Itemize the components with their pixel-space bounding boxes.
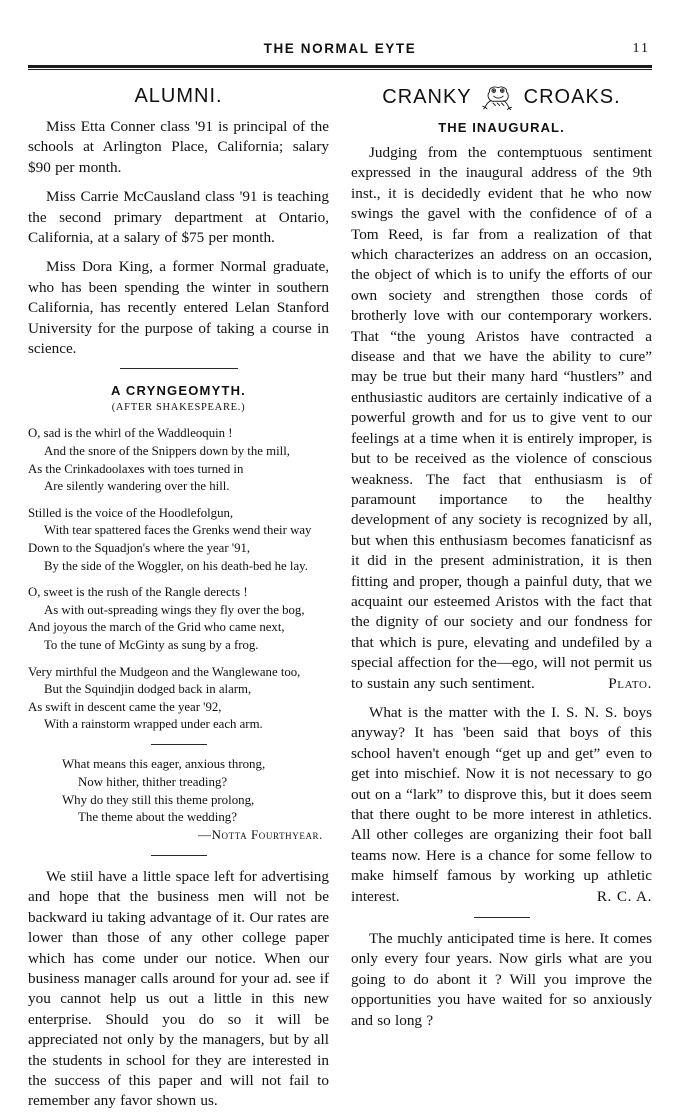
column-layout <box>28 84 652 1112</box>
poem-line: As with out-spreading wings they fly over the bog, <box>44 602 305 617</box>
left-column <box>28 84 329 1112</box>
cranky-croaks-heading-left: CRANKY <box>382 86 472 108</box>
cranky-croaks-heading <box>351 84 652 110</box>
poem-stanza <box>28 584 329 654</box>
poem-line: Very mirthful the Mudgeon and the Wanglewane too, <box>28 664 301 679</box>
inaugural-text: Judging from the contemptuous sentiment expressed in the inaugural address of the 9th inst., it is decidedly evident that he who now swings the gavel with the confidence of of a Tom Reed, is far from a realization of that which characterizes an address on an occasion, the object of which is to unify the efforts of our own society and strengthen those cords of brotherly love with our contemporary workers. That “the young Aristos have contracted a disease and that we have the ability to cure” may be true but their many hard “hustlers” and enthusiastic auditors are certainly indicative of a powerful growth and for us to give vent to our feelings at a time when it is entirely improper, is but to be received as the violence of conscious weakness. The fact that enthusiasm is of paramount importance to the healthy development of any society is recognized by all, but when this enthusiasm becomes fanaticisnf as it did in the present administration, it is then fitting and proper, though a painful duty, that we acquaint our esteemed Aristos with the fact that the dignity of our society and our fondness for that which is pure, elevating and undefiled by a special affection for the—ego, will not permit us to sustain any such sentiment. <box>351 144 652 692</box>
poem-stanza <box>28 664 329 734</box>
poem-line: Stilled is the voice of the Hoodlefolgun, <box>28 505 234 520</box>
leap-year-body: The muchly anticipated time is here. It comes only every four years. Now girls what are you going to do abont it ? Will you improve the opportunities you have waited for so anxiously and so long ? <box>351 930 652 1029</box>
section-divider <box>151 855 207 856</box>
athletics-body <box>351 703 652 907</box>
frog-icon <box>481 84 515 110</box>
poem-line: Down to the Squadjon's where the year '91, <box>28 541 251 556</box>
athletics-text: What is the matter with the I. S. N. S. boys anyway? It has 'been said that boys of this school haven't enough “get up and get” even to get into mischief. Now it is not necessary to go out on a “lark” to disprove this, but it does seem that there ought to be more interest in athletics. All other colleges are organizing their foot ball teams now. Here is a chance for some fellow to make himself famous by working up athletic interest. <box>351 703 652 905</box>
cranky-croaks-heading-right: CROAKS. <box>523 86 621 108</box>
publication-title: THE NORMAL EYTE <box>263 41 417 56</box>
poem-line: O, sweet is the rush of the Rangle derects ! <box>28 585 248 600</box>
section-divider <box>474 917 530 918</box>
poem-stanza <box>28 425 329 495</box>
poem-title: A CRYNGEOMYTH. <box>110 383 246 399</box>
poem-line: With a rainstorm wrapped under each arm. <box>44 717 263 732</box>
poem-line: By the side of the Woggler, on his death-bed he lay. <box>44 558 308 573</box>
verse-line: Now hither, thither treading? <box>78 774 228 789</box>
verse-attribution: —Notta Fourthyear. <box>198 828 323 843</box>
poem-credit: (AFTER SHAKESPEARE.) <box>111 402 246 414</box>
right-column <box>351 84 652 1031</box>
inaugural-heading: THE INAUGURAL. <box>438 120 565 135</box>
alumni-note: Miss Carrie McCausland class '91 is teaching the second primary department at Ontario, California, at a salary of $75 per month. <box>28 188 329 247</box>
poem-line: As the Crinkadoolaxes with toes turned in <box>28 461 244 476</box>
poem-line: With tear spattered faces the Grenks wend their way <box>44 523 312 538</box>
inaugural-signature: Plato. <box>608 674 652 692</box>
poem-line: And the snore of the Snippers down by the mill, <box>44 444 290 459</box>
athletics-signature: R. C. A. <box>596 887 652 905</box>
poem-line: O, sad is the whirl of the Waddleoquin ! <box>28 426 233 441</box>
verse-line: Why do they still this theme prolong, <box>62 792 255 807</box>
running-head <box>28 40 652 62</box>
closing-verse <box>28 756 329 845</box>
inaugural-body <box>351 143 652 694</box>
poem-line: To the tune of McGinty as sung by a frog. <box>44 638 259 652</box>
section-divider <box>120 368 238 369</box>
alumni-note: Miss Etta Conner class '91 is principal of the schools at Arlington Place, California; salary $90 per month. <box>28 118 329 176</box>
header-rule <box>28 65 652 70</box>
poem-line: Are silently wandering over the hill. <box>44 479 230 494</box>
poem-stanza <box>28 505 329 575</box>
verse-line: The theme about the wedding? <box>78 810 237 825</box>
alumni-heading: ALUMNI. <box>134 85 223 107</box>
verse-line: What means this eager, anxious throng, <box>62 756 266 771</box>
poem-line: And joyous the march of the Grid who came next, <box>28 620 285 635</box>
verse-divider <box>151 744 207 745</box>
advertising-note: We stiil have a little space left for advertising and hope that the business men will not be backward iu taking advantage of it. Our rates are lower than those of any other college paper which has come under our notice. When our business manager calls around for your ad. see if you cannot help us out a little in this new enterprise. Should you do so it will be appreciated not only by the managers, but by all the students in school for they are interested in the success of this paper and will not fail to remember any favor shown us. <box>28 867 329 1110</box>
poem-line: But the Squindjin dodged back in alarm, <box>44 682 252 697</box>
alumni-note: Miss Dora King, a former Normal graduate, who has been spending the winter in southern California, has recently entered Lelan Stanford University for the purpose of taking a course in science. <box>28 258 329 358</box>
poem-line: As swift in descent came the year '92, <box>28 699 222 714</box>
page-number: 11 <box>632 41 650 56</box>
